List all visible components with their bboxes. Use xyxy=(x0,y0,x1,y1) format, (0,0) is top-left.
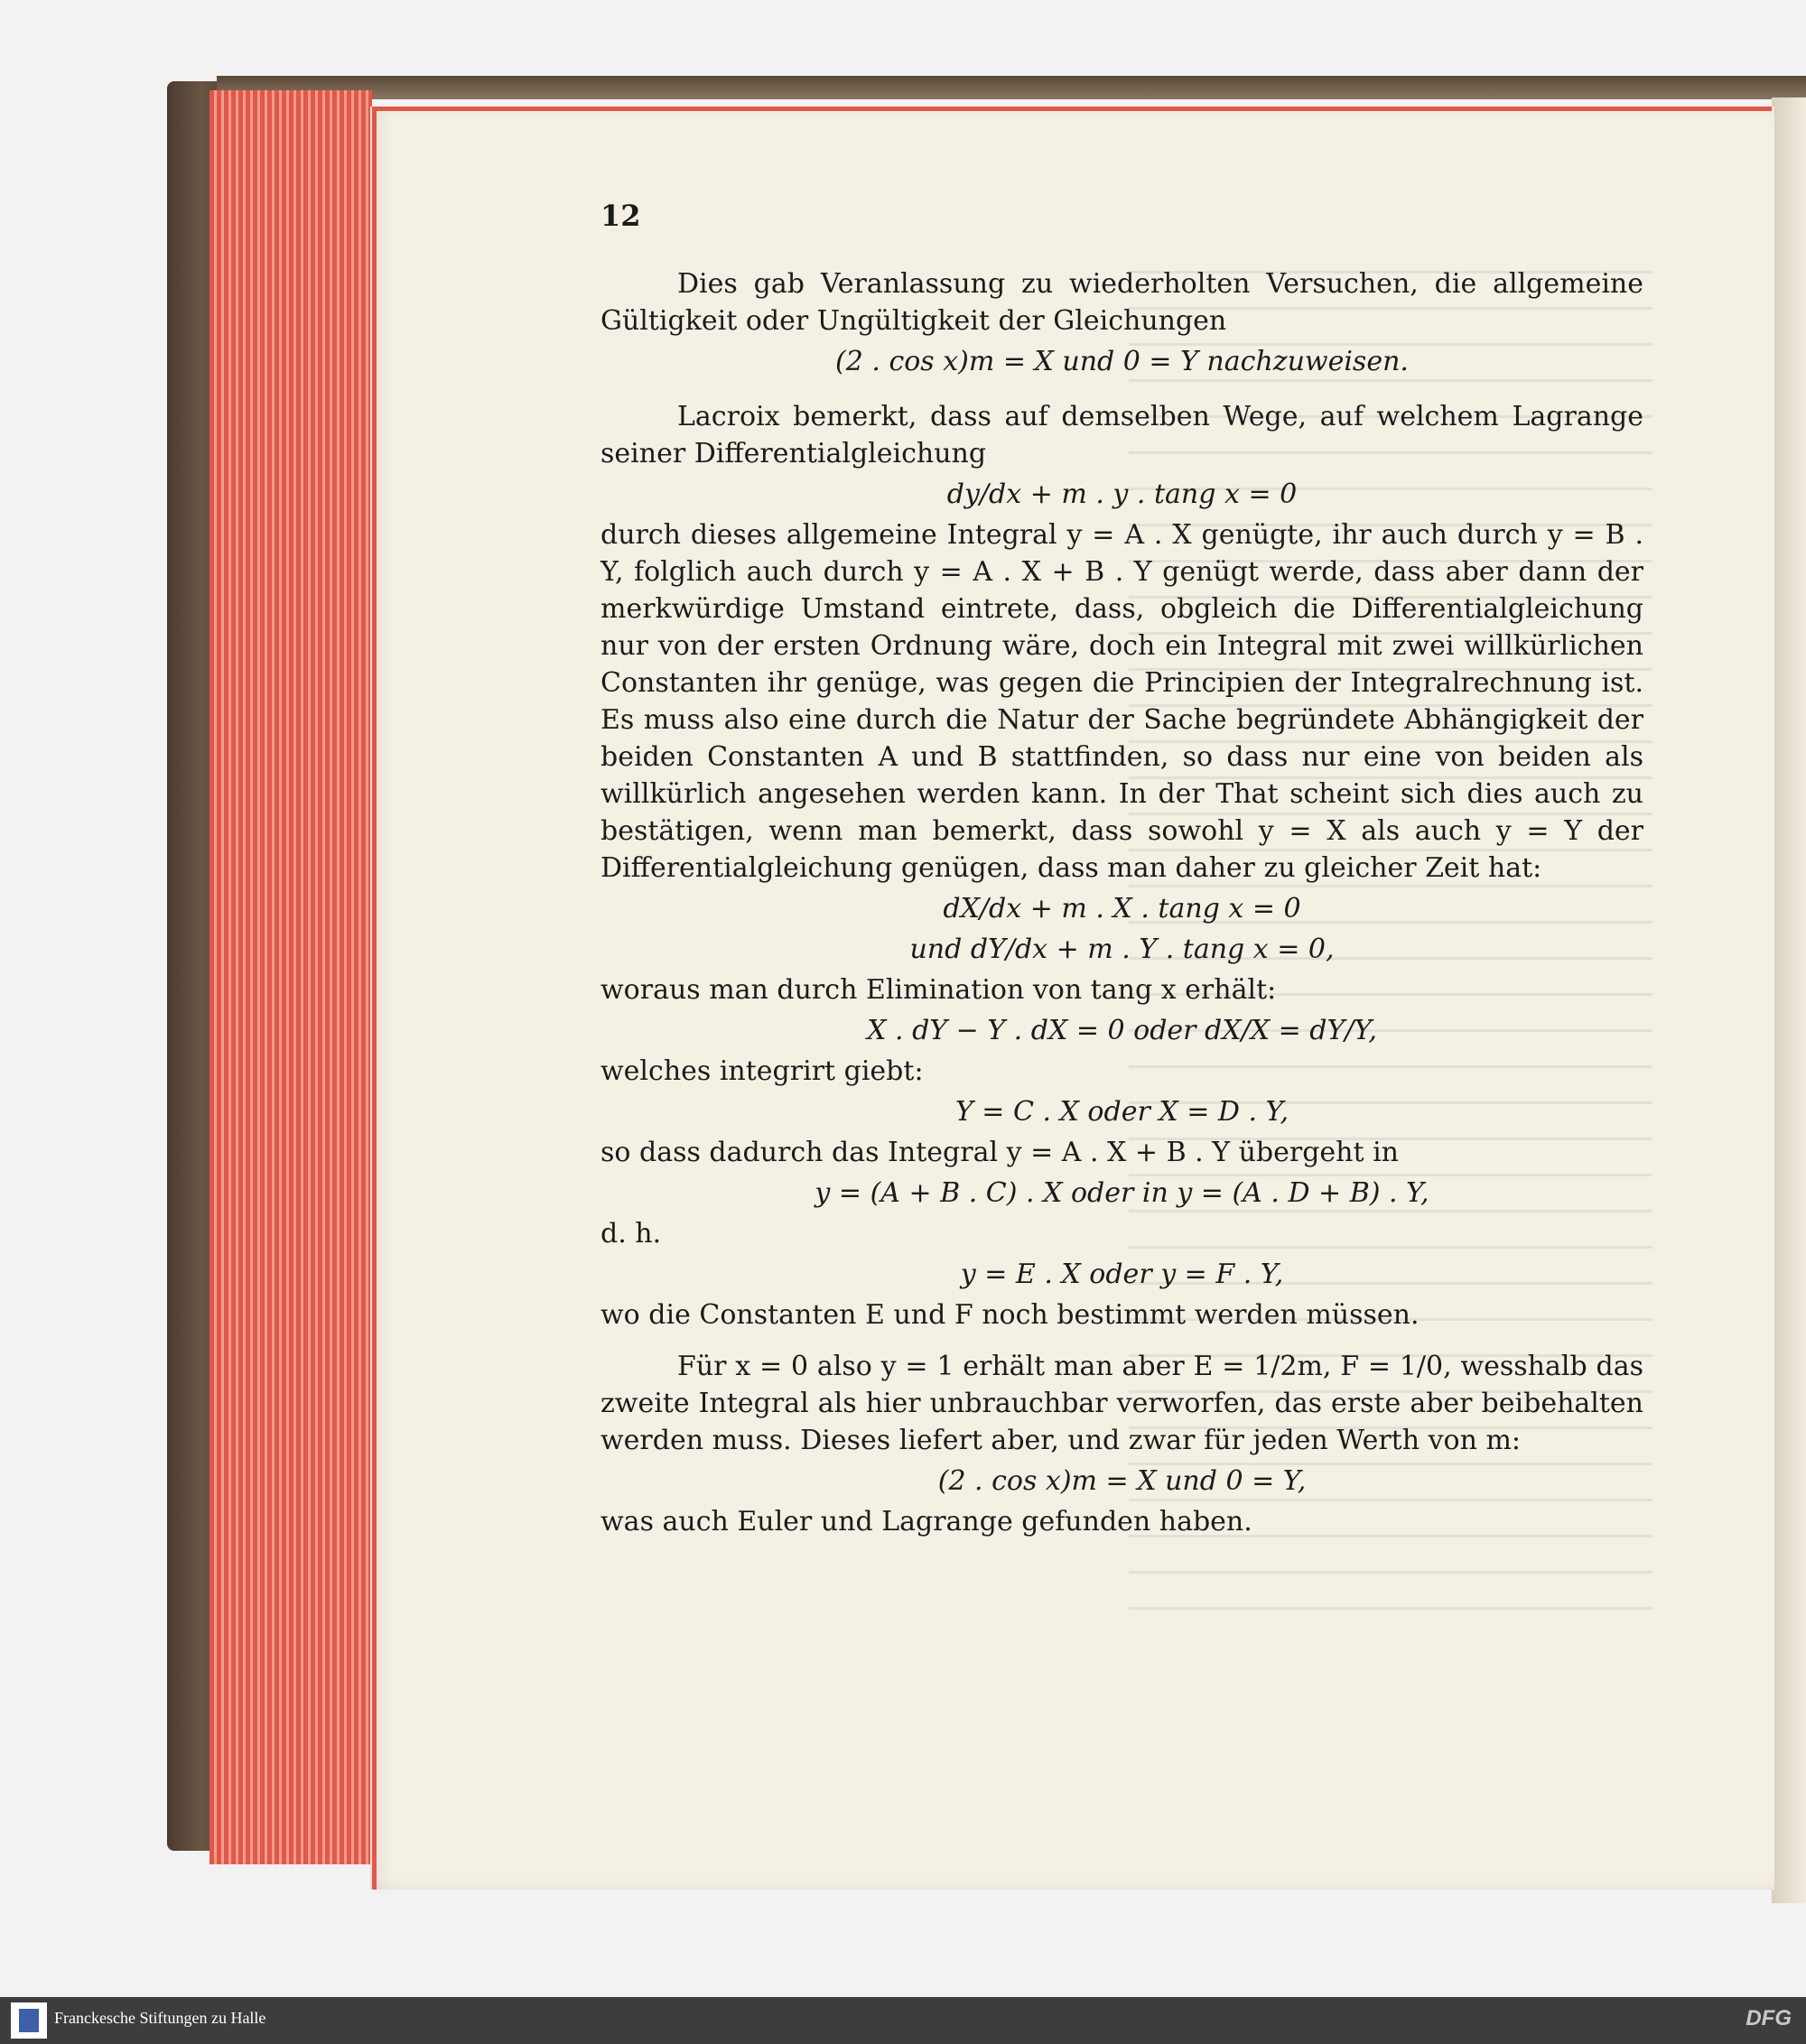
formula: Y = C . X oder X = D . Y, xyxy=(954,1096,1289,1128)
paragraph: was auch Euler und Lagrange gefunden haben. xyxy=(600,1506,1252,1538)
formula: (2 . cos x)m = X und 0 = Y nachzuweisen. xyxy=(835,346,1409,377)
page-red-edge-top xyxy=(372,107,1772,111)
institution-logo-icon xyxy=(11,2002,47,2039)
page-red-edge-left xyxy=(372,107,377,1890)
paragraph: welches integrirt giebt: xyxy=(600,1055,924,1087)
paragraph: Dies gab Veranlassung zu wiederholten Versuchen, die allgemeine Gültigkeit oder Ungültigkeit der Gleichungen xyxy=(600,268,1643,337)
formula: und dY/dx + m . Y . tang x = 0, xyxy=(909,934,1335,965)
institution-name: Franckesche Stiftungen zu Halle xyxy=(54,2009,266,2027)
page-edges xyxy=(209,90,372,1864)
formula: X . dY − Y . dX = 0 oder dX/X = dY/Y, xyxy=(867,1015,1377,1046)
viewer-footer xyxy=(0,1997,1806,2044)
paragraph: Für x = 0 also y = 1 erhält man aber E = 1/2m, F = 1/0, wesshalb das zweite Integral als hier unbrauchbar verworfen, das erste aber beibehalten werden muss. Dieses liefert aber, und zwar für jeden Werth von m: xyxy=(600,1351,1643,1456)
formula: y = (A + B . C) . X oder in y = (A . D + B) . Y, xyxy=(815,1177,1429,1209)
formula: dy/dx + m . y . tang x = 0 xyxy=(946,478,1298,510)
facing-page-edge xyxy=(1772,98,1806,1903)
formula: (2 . cos x)m = X und 0 = Y, xyxy=(937,1465,1307,1497)
paragraph: wo die Constanten E und F noch bestimmt werden müssen. xyxy=(600,1299,1420,1331)
page-text xyxy=(600,190,1643,1540)
page-number: 12 xyxy=(600,199,641,233)
paragraph: woraus man durch Elimination von tang x erhält: xyxy=(600,974,1277,1006)
paragraph: durch dieses allgemeine Integral y = A . X genügte, ihr auch durch y = B . Y, folglich auch durch y = A . X + B . Y genügt werde, dass aber dann der merkwürdige Umstand eintrete, dass, obgleich die Differentialgleichung nur von der ersten Ordnung wäre, doch ein Integral mit zwei willkürlichen Constanten ihr genüge, was gegen die Principien der Integralrechnung ist. Es muss also eine durch die Natur der Sache begründete Abhängigkeit der beiden Constanten A und B stattfinden, so dass nur eine von beiden als willkürlich angesehen werden kann. In der That scheint sich dies auch zu bestätigen, wenn man bemerkt, dass sowohl y = X als auch y = Y der Differentialgleichung genügen, dass man daher zu gleicher Zeit hat: xyxy=(600,519,1643,884)
paragraph: d. h. xyxy=(600,1218,662,1250)
paragraph: so dass dadurch das Integral y = A . X + B . Y übergeht in xyxy=(600,1137,1399,1168)
book-cover-top xyxy=(217,76,1806,99)
formula: y = E . X oder y = F . Y, xyxy=(960,1259,1284,1290)
formula: dX/dx + m . X . tang x = 0 xyxy=(943,893,1301,924)
dfg-logo: DFG xyxy=(1745,2006,1792,2030)
paragraph: Lacroix bemerkt, dass auf demselben Wege, auf welchem Lagrange seiner Differentialgleichung xyxy=(600,401,1643,469)
